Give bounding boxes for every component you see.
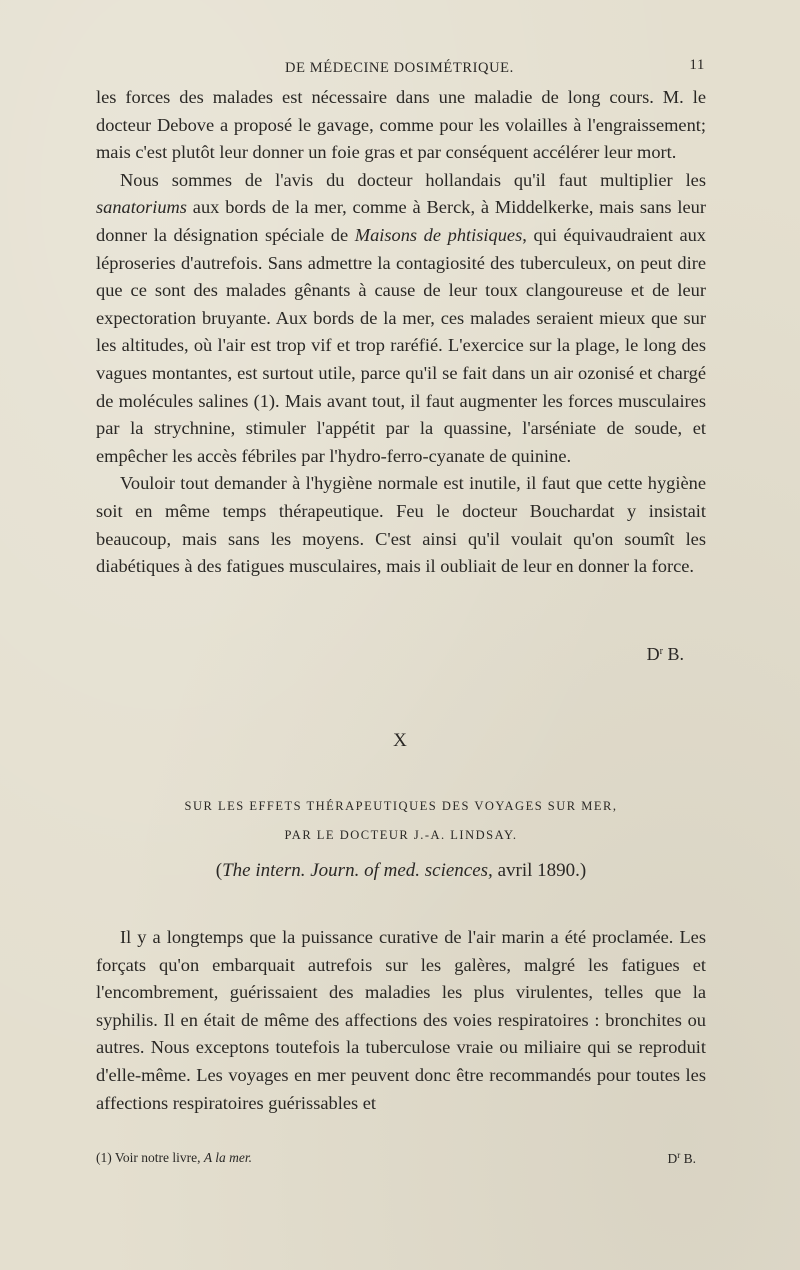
author-signature: [96, 644, 684, 665]
text-run: , qui équivaudraient aux léproseries d'autrefois. Sans admettre la contagiosité des tuberculeux, on peut dire que ce sont des malades gênants à cause de leur toux clangoureuse et de leur expectoration bruyante. Aux bords de la mer, ces malades seraient mieux que sur les altitudes, où l'air est trop vif et trop raréfié. L'exercice sur la plage, le long des vagues montantes, est surtout utile, parce qu'il se fait dans un air ozonisé et chargé de molécules salines (1). Mais avant tout, il faut augmenter les forces musculaires par la strychnine, stimuler l'appétit par la quassine, l'arséniate de soude, et empêcher les accès fébriles par l'hydro-ferro-cyanate de quinine.: [96, 224, 706, 466]
paren: (: [215, 860, 223, 881]
section-title-line: SUR LES EFFETS THÉRAPEUTIQUES DES VOYAGES SUR MER,: [184, 799, 618, 813]
footnote: [96, 1150, 696, 1166]
footnote-text: (1) Voir notre livre,: [96, 1150, 204, 1165]
sig-sup: r: [659, 646, 663, 657]
running-title: DE MÉDECINE DOSIMÉTRIQUE.: [285, 60, 514, 76]
paragraph: les forces des malades est nécessaire dans une maladie de long cours. M. le docteur Debove a proposé le gavage, comme pour les volailles à l'engraissement; mais c'est plutôt leur donner un foie gras et par conséquent accélérer leur mort.: [96, 87, 706, 163]
text-run: aux bords de la mer, comme à Berck, à Middelkerke, mais sans leur donner la désignation spéciale de: [96, 197, 706, 245]
sig-name: B.: [662, 644, 684, 664]
journal-name: The intern. Journ. of med. sciences,: [222, 860, 493, 881]
paragraph: Il y a longtemps que la puissance curative de l'air marin a été proclamée. Les forçats qu'on embarquait autrefois sur les galères, malgré les fatigues et l'encombrement, guérissaient des maladies les plus virulentes, telles que la syphilis. Il en était de même des affections des voies respiratoires : bronchites ou autres. Nous exceptons toutefois la tuberculose vraie ou miliaire qui se reproduit d'elle-même. Les voyages en mer peuvent donc être recommandés pour toutes les affections respiratoires guérissables et: [96, 927, 706, 1113]
footnote-signature: [667, 1150, 696, 1167]
body-text-section: [96, 924, 706, 1117]
citation-date: avril 1890.): [492, 860, 587, 881]
page-number: 11: [689, 57, 705, 73]
section-number: X: [393, 730, 407, 751]
italic-term: sanatoriums: [96, 197, 187, 218]
sig-prefix: D: [667, 1151, 678, 1166]
paragraph: Vouloir tout demander à l'hygiène normale est inutile, il faut que cette hygiène soit en même temps thérapeutique. Feu le docteur Bouchardat y insistait beaucoup, mais sans les moyens. C'est ainsi qu'il voulait qu'on soumît les diabétiques à des fatigues musculaires, mais il oubliait de leur en donner la force.: [96, 473, 706, 577]
sig-name: B.: [680, 1151, 696, 1166]
text-run: Nous sommes de l'avis du docteur hollandais qu'il faut multiplier les: [120, 169, 706, 190]
footnote-italic: A la mer.: [203, 1150, 252, 1165]
sig-sup: r: [677, 1150, 681, 1160]
sig-prefix: D: [646, 644, 660, 664]
body-text: [96, 84, 706, 581]
source-citation: [96, 860, 706, 882]
paragraph: [96, 167, 706, 471]
section-title: [96, 792, 706, 850]
italic-term: Maisons de phtisiques: [354, 224, 523, 245]
section-title-line: PAR LE DOCTEUR J.-A. LINDSAY.: [284, 828, 518, 842]
